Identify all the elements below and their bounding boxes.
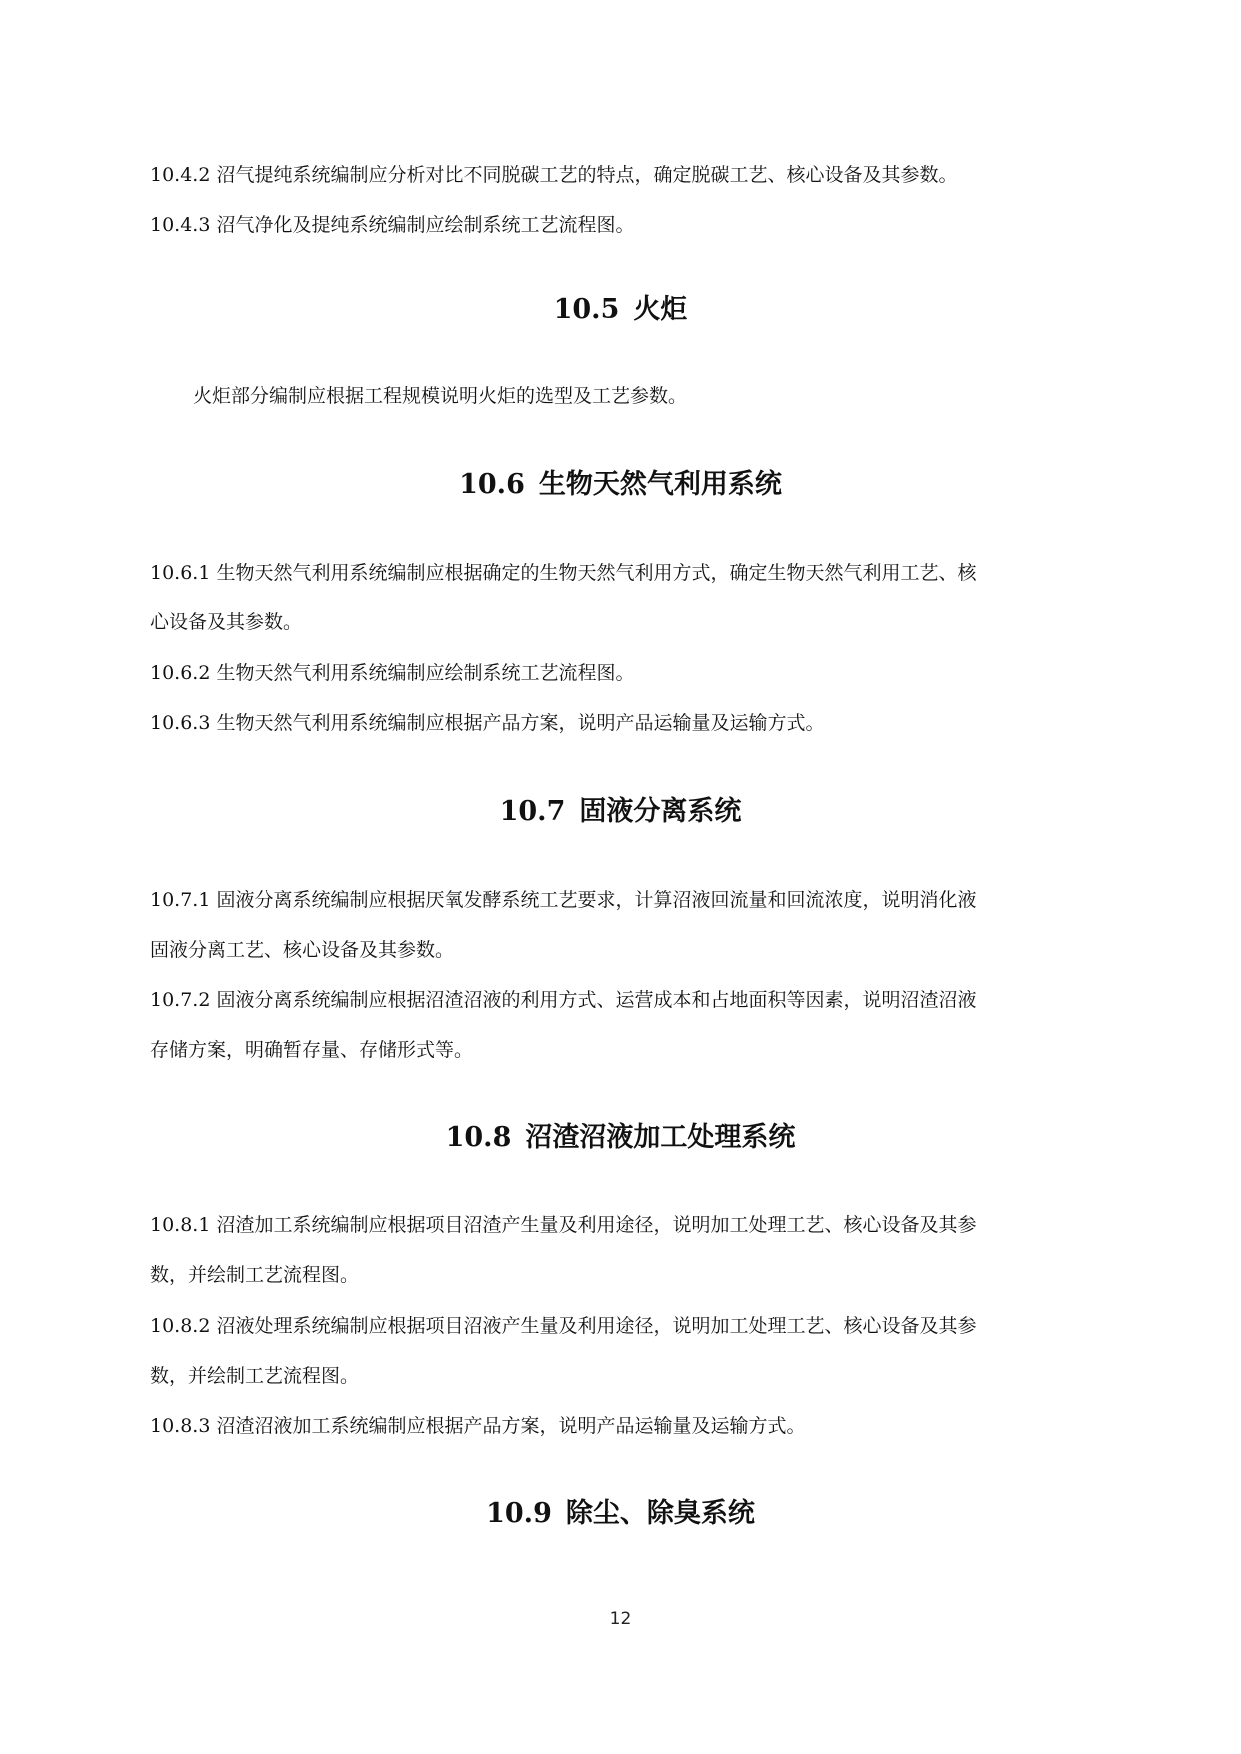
heading-number: 10.6: [459, 469, 525, 500]
heading-title: 生物天然气利用系统: [538, 469, 782, 500]
heading-title: 沼渣沼液加工处理系统: [525, 1122, 796, 1153]
heading-number: 10.8: [445, 1122, 512, 1153]
page-number: 12: [609, 1609, 632, 1629]
heading-10-5: [0, 292, 1241, 328]
heading-number: 10.7: [499, 796, 566, 827]
clause-10-8-2-line1: 10.8.2 沼液处理系统编制应根据项目沼液产生量及利用途径，说明加工处理工艺、核心设备及其参: [150, 1315, 977, 1337]
clause-10-6-3: 10.6.3 生物天然气利用系统编制应根据产品方案，说明产品运输量及运输方式。: [150, 712, 825, 734]
heading-number: 10.9: [486, 1498, 552, 1529]
heading-10-6: [0, 467, 1241, 503]
clause-10-6-1-line1: 10.6.1 生物天然气利用系统编制应根据确定的生物天然气利用方式，确定生物天然气利用工艺、核: [150, 562, 977, 584]
clause-10-7-2-line1: 10.7.2 固液分离系统编制应根据沼渣沼液的利用方式、运营成本和占地面积等因素，说明沼渣沼液: [150, 989, 977, 1011]
clause-10-7-1-line1: 10.7.1 固液分离系统编制应根据厌氧发酵系统工艺要求，计算沼液回流量和回流浓度，说明消化液: [150, 889, 977, 911]
clause-10-6-1-line2: 心设备及其参数。: [150, 611, 303, 633]
clause-10-5-body: 火炬部分编制应根据工程规模说明火炬的选型及工艺参数。: [193, 385, 688, 407]
clause-10-4-2: 10.4.2 沼气提纯系统编制应分析对比不同脱碳工艺的特点，确定脱碳工艺、核心设备及其参数。: [150, 164, 958, 186]
heading-number: 10.5: [553, 294, 620, 325]
heading-10-8: [0, 1120, 1241, 1156]
clause-10-7-2-line2: 存储方案，明确暂存量、存储形式等。: [150, 1039, 474, 1061]
clause-10-8-1-line1: 10.8.1 沼渣加工系统编制应根据项目沼渣产生量及利用途径，说明加工处理工艺、核心设备及其参: [150, 1214, 977, 1236]
heading-10-9: [0, 1496, 1241, 1532]
heading-title: 火炬: [633, 294, 688, 325]
clause-10-7-1-line2: 固液分离工艺、核心设备及其参数。: [150, 939, 455, 961]
clause-10-8-3: 10.8.3 沼渣沼液加工系统编制应根据产品方案，说明产品运输量及运输方式。: [150, 1415, 806, 1437]
clause-10-8-1-line2: 数，并绘制工艺流程图。: [150, 1264, 360, 1286]
heading-title: 固液分离系统: [579, 796, 742, 827]
heading-10-7: [0, 794, 1241, 830]
clause-10-6-2: 10.6.2 生物天然气利用系统编制应绘制系统工艺流程图。: [150, 662, 635, 684]
clause-10-4-3: 10.4.3 沼气净化及提纯系统编制应绘制系统工艺流程图。: [150, 214, 635, 236]
clause-10-8-2-line2: 数，并绘制工艺流程图。: [150, 1365, 360, 1387]
heading-title: 除尘、除臭系统: [565, 1498, 755, 1529]
